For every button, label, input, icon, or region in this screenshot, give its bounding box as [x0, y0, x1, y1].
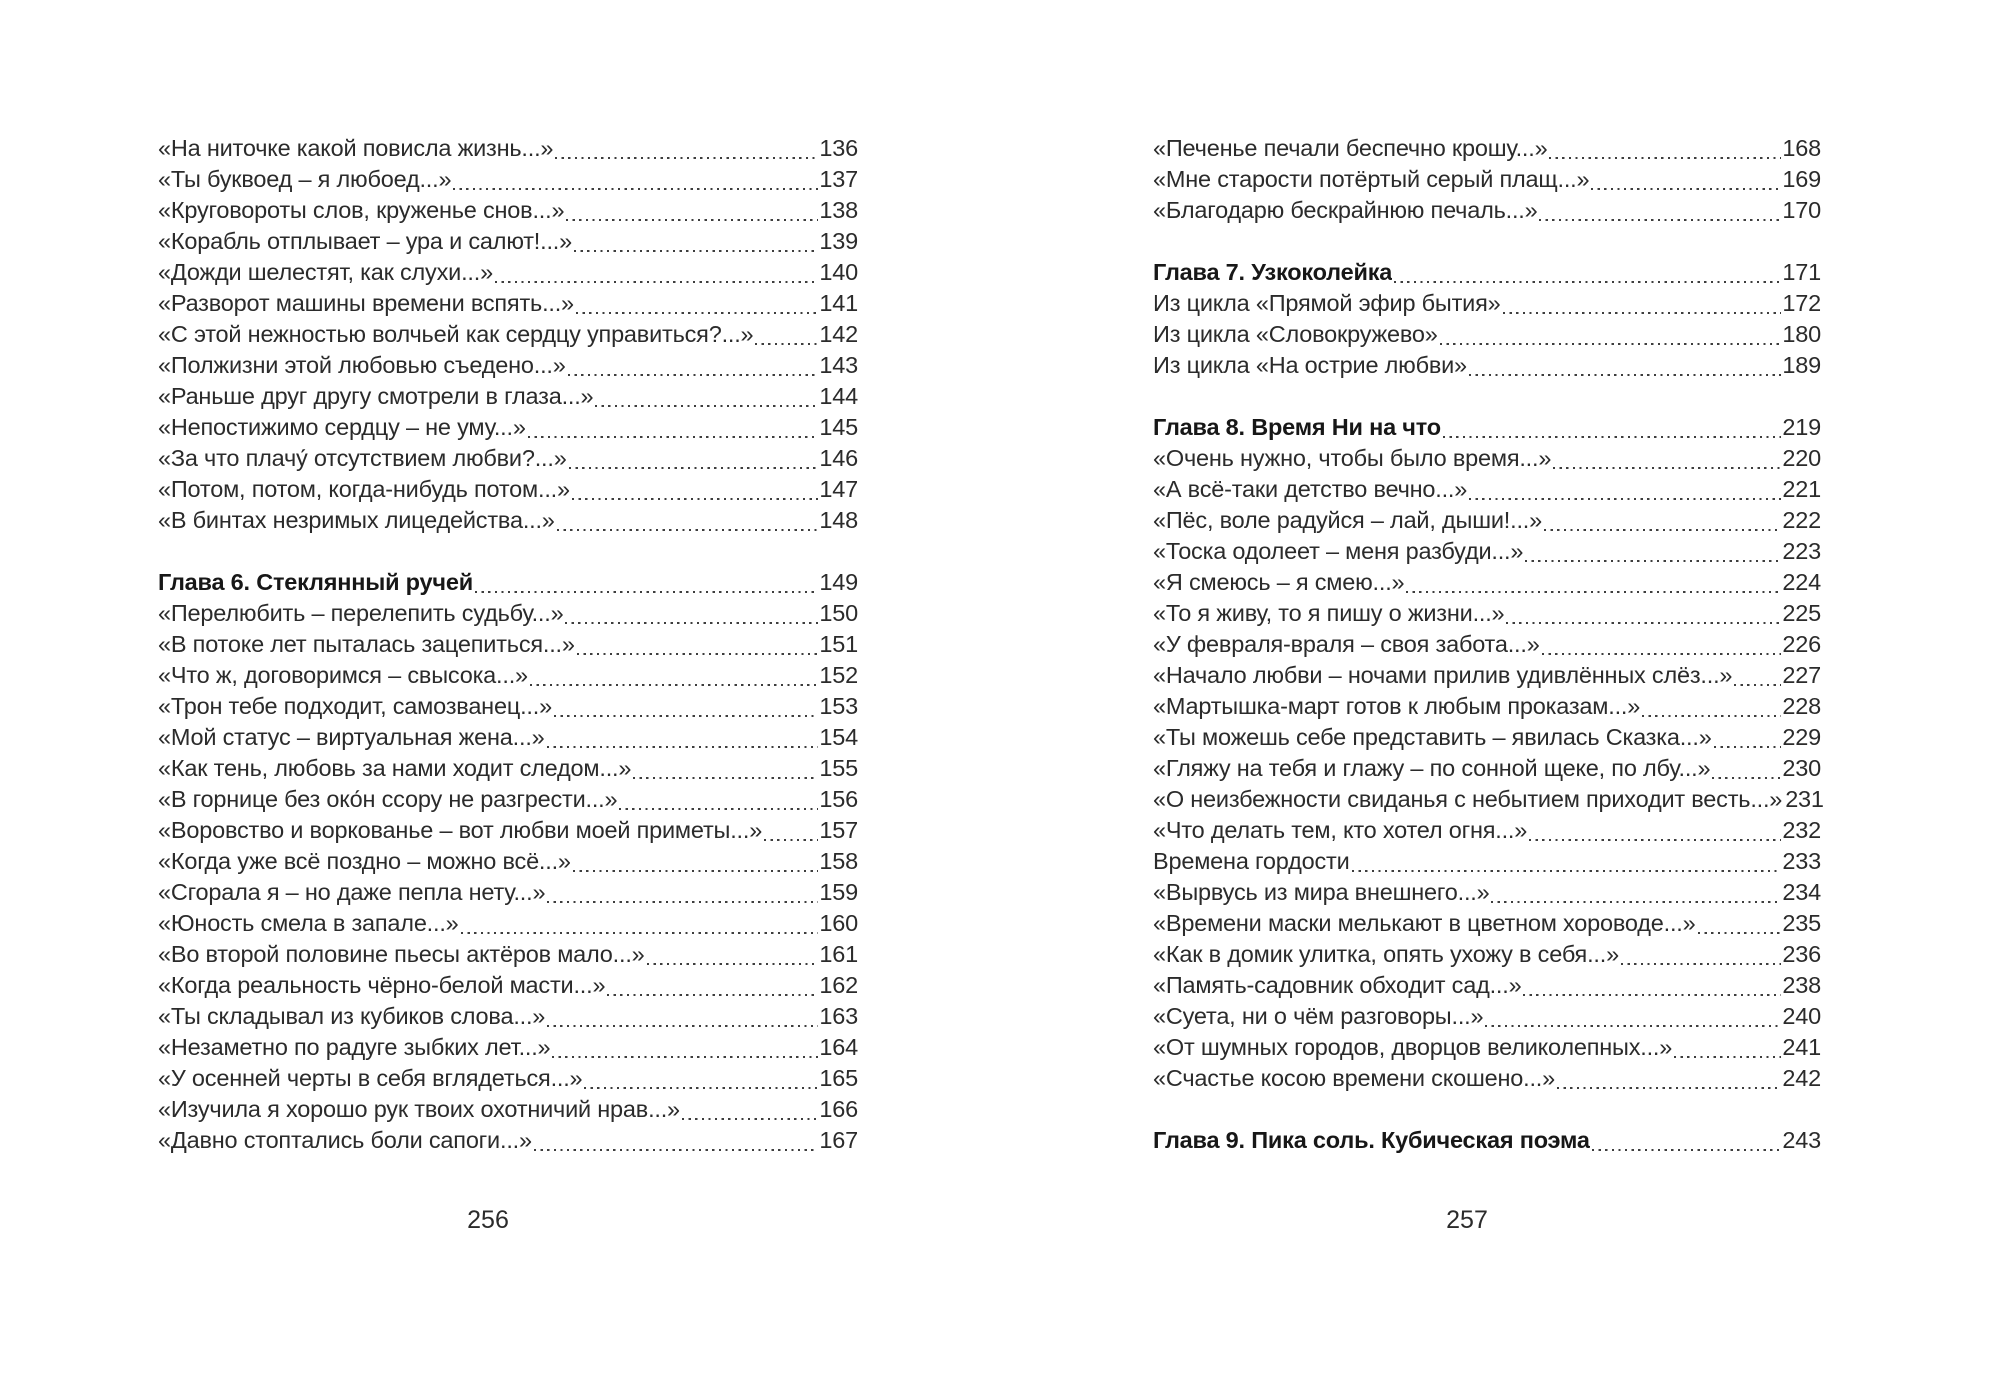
toc-entry-label: «Благодарю бескрайнюю печаль...»	[1153, 197, 1538, 223]
toc-entry	[158, 319, 858, 350]
dot-leader	[1712, 777, 1781, 779]
toc-entry-label: «Времени маски мелькают в цветном хороводе...»	[1153, 910, 1696, 936]
dot-leader	[1698, 932, 1782, 934]
toc-entry	[1153, 660, 1821, 691]
dot-leader	[577, 653, 819, 655]
dot-leader	[576, 312, 818, 314]
toc-entry	[158, 691, 858, 722]
toc-entry-label: «Незаметно по радуге зыбких лет...»	[158, 1034, 551, 1060]
toc-entry-page: 163	[819, 1003, 858, 1029]
toc-entry-page: 226	[1782, 631, 1821, 657]
toc-entry-label: «Мартышка-март готов к любым проказам...»	[1153, 693, 1641, 719]
dot-leader	[764, 839, 818, 841]
toc-entry-page: 241	[1782, 1034, 1821, 1060]
toc-entry-page: 137	[819, 166, 858, 192]
toc-entry	[1153, 319, 1821, 350]
toc-entry-page: 167	[819, 1127, 858, 1153]
toc-entry-page: 233	[1782, 848, 1821, 874]
dot-leader	[1674, 1056, 1781, 1058]
toc-entry	[158, 505, 858, 536]
toc-entry-label: «Воровство и воркованье – вот любви моей приметы...»	[158, 817, 763, 843]
dot-leader	[1352, 870, 1782, 872]
toc-entry-page: 219	[1782, 414, 1821, 440]
toc-entry-page: 221	[1782, 476, 1821, 502]
toc-entry-page: 243	[1782, 1127, 1821, 1153]
toc-entry-page: 224	[1782, 569, 1821, 595]
toc-entry	[1153, 567, 1821, 598]
dot-leader	[1406, 591, 1781, 593]
toc-entry-label: «Мой статус – виртуальная жена...»	[158, 724, 545, 750]
toc-entry-label: «Мне старости потёртый серый плащ...»	[1153, 166, 1590, 192]
toc-entry-label: «О неизбежности свиданья с небытием приходит весть...»	[1153, 786, 1783, 812]
dot-leader	[554, 715, 818, 717]
toc-entry-page: 220	[1782, 445, 1821, 471]
toc-entry-page: 140	[819, 259, 858, 285]
toc-entry	[158, 784, 858, 815]
toc-entry-label: «Ты буквоед – я любоед...»	[158, 166, 452, 192]
toc-entry	[158, 598, 858, 629]
toc-entry	[1153, 691, 1821, 722]
toc-entry-page: 145	[819, 414, 858, 440]
toc-entry	[158, 443, 858, 474]
toc-entry-page: 136	[819, 135, 858, 161]
dot-leader	[1506, 622, 1781, 624]
page-content	[158, 133, 858, 1156]
toc-entry	[158, 1094, 858, 1125]
toc-entry-label: «В бинтах незримых лицедейства...»	[158, 507, 555, 533]
toc-entry-page: 227	[1782, 662, 1821, 688]
dot-leader	[1591, 188, 1781, 190]
toc-entry-label: Глава 6. Стеклянный ручей	[158, 569, 473, 595]
toc-entry	[1153, 784, 1824, 815]
toc-block	[1153, 133, 1821, 226]
toc-entry	[1153, 908, 1821, 939]
toc-entry-label: «Юность смела в запале...»	[158, 910, 459, 936]
toc-entry-page: 242	[1782, 1065, 1821, 1091]
toc-entry-label: «В потоке лет пыталась зацепиться...»	[158, 631, 575, 657]
toc-entry	[158, 350, 858, 381]
dot-leader	[566, 219, 818, 221]
toc-entry-label: «Полжизни этой любовью съедено...»	[158, 352, 566, 378]
toc-entry-label: «Когда уже всё поздно – можно всё...»	[158, 848, 571, 874]
toc-entry-label: «А всё-таки детство вечно...»	[1153, 476, 1468, 502]
toc-entry-label: «В горнице без око́н ссору не разгрести...»	[158, 786, 618, 812]
toc-entry-page: 238	[1782, 972, 1821, 998]
toc-entry-label: «Начало любви – ночами прилив удивлённых слёз...»	[1153, 662, 1733, 688]
toc-entry-page: 223	[1782, 538, 1821, 564]
dot-leader	[584, 1087, 818, 1089]
toc-entry	[1153, 474, 1821, 505]
toc-entry-label: «Раньше друг другу смотрели в глаза...»	[158, 383, 594, 409]
toc-entry-page: 230	[1782, 755, 1821, 781]
dot-leader	[569, 467, 819, 469]
dot-leader	[1549, 157, 1781, 159]
toc-entry-page: 166	[819, 1096, 858, 1122]
toc-entry-page: 236	[1782, 941, 1821, 967]
dot-leader	[1443, 436, 1782, 438]
toc-entry-label: «У осенней черты в себя вглядеться...»	[158, 1065, 583, 1091]
dot-leader	[1542, 653, 1782, 655]
toc-entry-page: 169	[1782, 166, 1821, 192]
toc-entry-page: 147	[819, 476, 858, 502]
toc-entry-label: «Дожди шелестят, как слухи...»	[158, 259, 493, 285]
dot-leader	[1539, 219, 1781, 221]
toc-entry	[158, 567, 858, 598]
toc-entry	[158, 288, 858, 319]
toc-entry	[1153, 1063, 1821, 1094]
toc-entry-page: 149	[819, 569, 858, 595]
dot-leader	[475, 591, 818, 593]
dot-leader	[1557, 1087, 1781, 1089]
toc-block	[1153, 257, 1821, 381]
toc-entry	[158, 474, 858, 505]
toc-entry-page: 171	[1782, 259, 1821, 285]
toc-entry-page: 234	[1782, 879, 1821, 905]
toc-entry	[1153, 288, 1821, 319]
toc-entry-page: 160	[819, 910, 858, 936]
toc-entry-label: «Я смеюсь – я смею...»	[1153, 569, 1405, 595]
toc-entry-page: 225	[1782, 600, 1821, 626]
dot-leader	[619, 808, 818, 810]
toc-entry-label: «Что ж, договоримся – свысока...»	[158, 662, 528, 688]
toc-entry-page: 157	[819, 817, 858, 843]
toc-entry	[158, 412, 858, 443]
toc-page	[158, 0, 858, 1386]
toc-entry	[1153, 970, 1821, 1001]
toc-entry	[158, 877, 858, 908]
toc-entry	[158, 133, 858, 164]
dot-leader	[461, 932, 819, 934]
dot-leader	[1592, 1149, 1782, 1151]
toc-entry-page: 231	[1785, 786, 1824, 812]
toc-entry	[1153, 846, 1821, 877]
dot-leader	[1544, 529, 1781, 531]
toc-entry	[1153, 195, 1821, 226]
toc-entry-page: 146	[819, 445, 858, 471]
toc-entry-page: 142	[819, 321, 858, 347]
toc-entry	[158, 629, 858, 660]
toc-entry-page: 228	[1782, 693, 1821, 719]
toc-entry-page: 158	[819, 848, 858, 874]
toc-entry-page: 165	[819, 1065, 858, 1091]
toc-entry	[1153, 629, 1821, 660]
toc-entry-label: «От шумных городов, дворцов великолепных...»	[1153, 1034, 1673, 1060]
toc-block	[1153, 1125, 1821, 1156]
toc-entry-page: 156	[819, 786, 858, 812]
page-content	[1153, 133, 1824, 1156]
toc-entry-page: 159	[819, 879, 858, 905]
toc-entry	[1153, 133, 1821, 164]
dot-leader	[530, 684, 818, 686]
dot-leader	[1469, 374, 1781, 376]
toc-entry	[158, 164, 858, 195]
toc-block	[1153, 412, 1824, 1094]
dot-leader	[528, 436, 819, 438]
dot-leader	[1621, 963, 1781, 965]
toc-entry-label: «Во второй половине пьесы актёров мало...»	[158, 941, 645, 967]
dot-leader	[547, 746, 819, 748]
dot-leader	[1469, 498, 1781, 500]
toc-entry-label: «Корабль отплывает – ура и салют!...»	[158, 228, 572, 254]
toc-entry	[1153, 350, 1821, 381]
toc-entry-page: 138	[819, 197, 858, 223]
dot-leader	[574, 250, 818, 252]
dot-leader	[547, 901, 818, 903]
toc-entry	[158, 381, 858, 412]
dot-leader	[1491, 901, 1781, 903]
toc-entry-page: 235	[1782, 910, 1821, 936]
toc-entry-page: 172	[1782, 290, 1821, 316]
toc-page	[1153, 0, 1824, 1386]
toc-entry-page: 162	[819, 972, 858, 998]
toc-entry-label: «Перелюбить – перелепить судьбу...»	[158, 600, 564, 626]
dot-leader	[1523, 994, 1781, 996]
dot-leader	[647, 963, 819, 965]
toc-entry-label: Глава 8. Время Ни на что	[1153, 414, 1441, 440]
toc-entry-label: «С этой нежностью волчьей как сердцу управиться?...»	[158, 321, 754, 347]
toc-entry-page: 170	[1782, 197, 1821, 223]
toc-entry	[1153, 257, 1821, 288]
dot-leader	[595, 405, 818, 407]
dot-leader	[495, 281, 818, 283]
toc-entry	[158, 970, 858, 1001]
toc-entry	[1153, 598, 1821, 629]
toc-entry	[1153, 412, 1821, 443]
toc-entry-label: «Суета, ни о чём разговоры...»	[1153, 1003, 1484, 1029]
toc-entry-label: Из цикла «На острие любви»	[1153, 352, 1467, 378]
toc-entry-page: 144	[819, 383, 858, 409]
toc-entry	[1153, 877, 1821, 908]
toc-entry-page: 161	[819, 941, 858, 967]
toc-entry	[1153, 505, 1821, 536]
toc-entry	[158, 257, 858, 288]
dot-leader	[755, 343, 818, 345]
dot-leader	[1642, 715, 1781, 717]
toc-entry-label: «Очень нужно, чтобы было время...»	[1153, 445, 1552, 471]
dot-leader	[1440, 343, 1782, 345]
toc-entry	[1153, 1125, 1821, 1156]
dot-leader	[568, 374, 819, 376]
dot-leader	[572, 498, 819, 500]
dot-leader	[607, 994, 818, 996]
toc-entry	[158, 846, 858, 877]
toc-entry-label: Из цикла «Словокружево»	[1153, 321, 1438, 347]
toc-entry-label: «Гляжу на тебя и глажу – по сонной щеке, по лбу...»	[1153, 755, 1711, 781]
dot-leader	[682, 1118, 818, 1120]
toc-entry-label: «То я живу, то я пишу о жизни...»	[1153, 600, 1505, 626]
toc-entry-page: 143	[819, 352, 858, 378]
toc-entry-page: 148	[819, 507, 858, 533]
toc-entry-page: 229	[1782, 724, 1821, 750]
dot-leader	[573, 870, 819, 872]
toc-entry	[1153, 164, 1821, 195]
toc-entry-label: «За что плачу́ отсутствием любви?...»	[158, 445, 567, 471]
toc-entry-label: «Сгорала я – но даже пепла нету...»	[158, 879, 546, 905]
dot-leader	[547, 1025, 818, 1027]
toc-entry-label: «Как в домик улитка, опять ухожу в себя...»	[1153, 941, 1619, 967]
dot-leader	[565, 622, 818, 624]
toc-entry-page: 151	[819, 631, 858, 657]
dot-leader	[555, 157, 818, 159]
dot-leader	[1525, 560, 1781, 562]
toc-entry-page: 232	[1782, 817, 1821, 843]
dot-leader	[453, 188, 818, 190]
toc-entry-page: 152	[819, 662, 858, 688]
dot-leader	[1714, 746, 1782, 748]
dot-leader	[1553, 467, 1781, 469]
toc-entry-label: «Что делать тем, кто хотел огня...»	[1153, 817, 1528, 843]
dot-leader	[1485, 1025, 1781, 1027]
toc-entry	[158, 660, 858, 691]
toc-entry-page: 139	[819, 228, 858, 254]
toc-entry-page: 180	[1782, 321, 1821, 347]
toc-entry-label: «Непостижимо сердцу – не уму...»	[158, 414, 526, 440]
toc-entry-label: «Тоска одолеет – меня разбуди...»	[1153, 538, 1524, 564]
toc-entry-label: Глава 7. Узкоколейка	[1153, 259, 1393, 285]
toc-entry-label: «Разворот машины времени вспять...»	[158, 290, 574, 316]
toc-entry-page: 150	[819, 600, 858, 626]
toc-entry	[1153, 753, 1821, 784]
toc-entry	[158, 1125, 858, 1156]
toc-entry-label: «На ниточке какой повисла жизнь...»	[158, 135, 554, 161]
toc-entry	[1153, 939, 1821, 970]
toc-entry	[1153, 722, 1821, 753]
toc-entry-page: 168	[1782, 135, 1821, 161]
dot-leader	[557, 529, 819, 531]
toc-entry-label: «У февраля-враля – своя забота...»	[1153, 631, 1540, 657]
toc-entry	[158, 908, 858, 939]
toc-entry-label: «Как тень, любовь за нами ходит следом...»	[158, 755, 632, 781]
toc-block	[158, 133, 858, 536]
toc-entry-label: «Ты складывал из кубиков слова...»	[158, 1003, 546, 1029]
toc-entry	[1153, 815, 1821, 846]
toc-entry-label: «Давно стоптались боли сапоги...»	[158, 1127, 532, 1153]
toc-entry	[1153, 1001, 1821, 1032]
toc-entry-page: 240	[1782, 1003, 1821, 1029]
toc-entry	[158, 815, 858, 846]
toc-entry-label: «Вырвусь из мира внешнего...»	[1153, 879, 1490, 905]
toc-entry-label: «Трон тебе подходит, самозванец...»	[158, 693, 552, 719]
toc-entry-page: 154	[819, 724, 858, 750]
toc-entry	[158, 753, 858, 784]
toc-entry-page: 189	[1782, 352, 1821, 378]
toc-entry	[158, 722, 858, 753]
dot-leader	[633, 777, 818, 779]
toc-entry	[1153, 1032, 1821, 1063]
page-number: 257	[1446, 1206, 1488, 1234]
page-number: 256	[467, 1206, 509, 1234]
toc-entry-page: 153	[819, 693, 858, 719]
toc-entry-label: «Когда реальность чёрно-белой масти...»	[158, 972, 606, 998]
dot-leader	[1503, 312, 1782, 314]
dot-leader	[1394, 281, 1781, 283]
dot-leader	[1529, 839, 1781, 841]
toc-entry	[158, 1001, 858, 1032]
toc-entry-label: «Потом, потом, когда-нибудь потом...»	[158, 476, 570, 502]
toc-entry	[1153, 443, 1821, 474]
toc-entry-page: 164	[819, 1034, 858, 1060]
dot-leader	[1734, 684, 1781, 686]
toc-entry	[158, 939, 858, 970]
toc-entry-label: «Память-садовник обходит сад...»	[1153, 972, 1522, 998]
toc-entry-label: Времена гордости	[1153, 848, 1350, 874]
toc-entry-label: «Счастье косою времени скошено...»	[1153, 1065, 1555, 1091]
toc-entry-label: «Изучила я хорошо рук твоих охотничий нрав...»	[158, 1096, 680, 1122]
toc-entry-page: 141	[819, 290, 858, 316]
toc-entry	[158, 195, 858, 226]
toc-entry-label: «Пёс, воле радуйся – лай, дыши!...»	[1153, 507, 1542, 533]
dot-leader	[534, 1149, 819, 1151]
toc-entry-label: «Круговороты слов, круженье снов...»	[158, 197, 565, 223]
toc-entry-label: «Печенье печали беспечно крошу...»	[1153, 135, 1548, 161]
toc-entry	[158, 1032, 858, 1063]
toc-entry-label: «Ты можешь себе представить – явилась Сказка...»	[1153, 724, 1712, 750]
toc-entry-label: Глава 9. Пика соль. Кубическая поэма	[1153, 1127, 1590, 1153]
toc-block	[158, 567, 858, 1156]
toc-entry-label: Из цикла «Прямой эфир бытия»	[1153, 290, 1501, 316]
toc-entry	[158, 226, 858, 257]
toc-entry	[1153, 536, 1821, 567]
toc-entry-page: 222	[1782, 507, 1821, 533]
dot-leader	[552, 1056, 818, 1058]
toc-entry-page: 155	[819, 755, 858, 781]
toc-entry	[158, 1063, 858, 1094]
